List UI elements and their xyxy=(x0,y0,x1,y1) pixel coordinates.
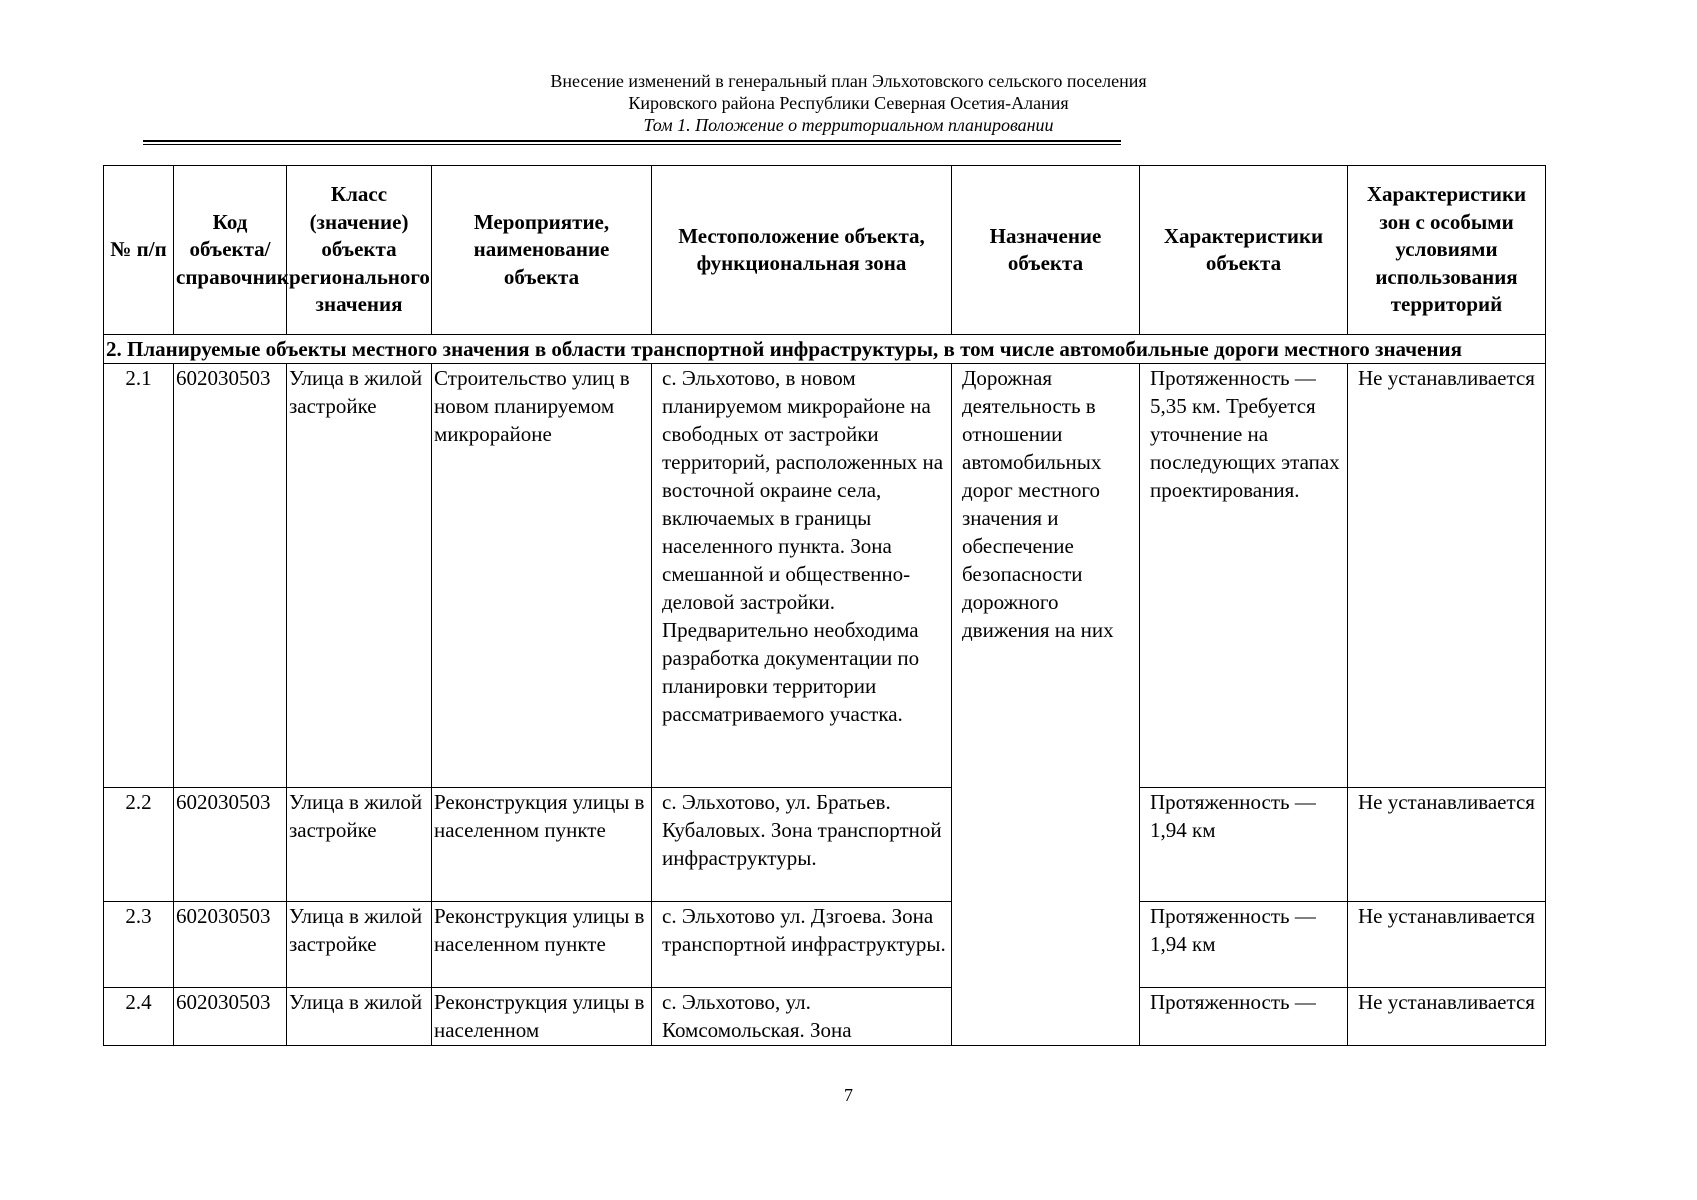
cell-code: 602030503 xyxy=(174,902,287,988)
col-header-num: № п/п xyxy=(104,166,174,335)
planned-objects-table xyxy=(103,165,1546,1046)
cell-location: с. Эльхотово, ул. Братьев. Кубаловых. Зона транспортной инфраструктуры. xyxy=(652,788,952,902)
section-heading-row xyxy=(104,335,1546,364)
col-header-location: Местоположение объекта, функциональная зона xyxy=(652,166,952,335)
col-header-purpose: Назначение объекта xyxy=(952,166,1140,335)
cell-characteristics: Протяженность — 5,35 км. Требуется уточнение на последующих этапах проектирования. xyxy=(1140,364,1348,788)
page-number: 7 xyxy=(844,1085,853,1105)
cell-code: 602030503 xyxy=(174,988,287,1046)
cell-location: с. Эльхотово, ул. Комсомольская. Зона xyxy=(652,988,952,1046)
col-header-code: Код объекта/ справочник xyxy=(174,166,287,335)
cell-action: Строительство улиц в новом планируемом микрорайоне xyxy=(432,364,652,788)
cell-code: 602030503 xyxy=(174,788,287,902)
cell-zones: Не устанавливается xyxy=(1348,788,1546,902)
cell-num: 2.2 xyxy=(104,788,174,902)
table-row xyxy=(104,902,1546,988)
header-divider-thin xyxy=(143,144,1121,145)
cell-class: Улица в жилой застройке xyxy=(287,364,432,788)
header-line-3: Том 1. Положение о территориальном планировании xyxy=(643,115,1054,135)
cell-class: Улица в жилой xyxy=(287,988,432,1046)
cell-purpose-merged: Дорожная деятельность в отношении автомобильных дорог местного значения и обеспечение безопасности дорожного движения на них xyxy=(952,364,1140,1046)
cell-action: Реконструкция улицы в населенном пункте xyxy=(432,788,652,902)
header-divider-thick xyxy=(143,140,1121,142)
document-running-header xyxy=(0,70,1697,136)
section-heading: 2. Планируемые объекты местного значения в области транспортной инфраструктуры, в том числе автомобильные дороги местного значения xyxy=(104,335,1546,364)
header-line-1: Внесение изменений в генеральный план Эльхотовского сельского поселения xyxy=(550,71,1147,91)
col-header-characteristics: Характеристики объекта xyxy=(1140,166,1348,335)
cell-zones: Не устанавливается xyxy=(1348,364,1546,788)
table-row xyxy=(104,788,1546,902)
header-line-2: Кировского района Республики Северная Осетия-Алания xyxy=(628,93,1069,113)
table-row xyxy=(104,364,1546,788)
table-header-row xyxy=(104,166,1546,335)
cell-class: Улица в жилой застройке xyxy=(287,788,432,902)
cell-characteristics: Протяженность — xyxy=(1140,988,1348,1046)
cell-location: с. Эльхотово, в новом планируемом микрорайоне на свободных от застройки территорий, расположенных на восточной окраине села, включаемых в границы населенного пункта. Зона смешанной и общественно-деловой застройки. Предварительно необходима разработка документации по планировки территории рассматриваемого участка. xyxy=(652,364,952,788)
cell-code: 602030503 xyxy=(174,364,287,788)
cell-num: 2.3 xyxy=(104,902,174,988)
col-header-zones: Характеристики зон с особыми условиями использования территорий xyxy=(1348,166,1546,335)
cell-action: Реконструкция улицы в населенном пункте xyxy=(432,902,652,988)
cell-num: 2.1 xyxy=(104,364,174,788)
cell-num: 2.4 xyxy=(104,988,174,1046)
cell-location: с. Эльхотово ул. Дзгоева. Зона транспортной инфраструктуры. xyxy=(652,902,952,988)
cell-characteristics: Протяженность — 1,94 км xyxy=(1140,902,1348,988)
cell-class: Улица в жилой застройке xyxy=(287,902,432,988)
col-header-class: Класс (значение) объекта регионального значения xyxy=(287,166,432,335)
cell-action: Реконструкция улицы в населенном xyxy=(432,988,652,1046)
col-header-action: Мероприятие, наименование объекта xyxy=(432,166,652,335)
table-row xyxy=(104,988,1546,1046)
cell-zones: Не устанавливается xyxy=(1348,988,1546,1046)
cell-zones: Не устанавливается xyxy=(1348,902,1546,988)
cell-characteristics: Протяженность — 1,94 км xyxy=(1140,788,1348,902)
